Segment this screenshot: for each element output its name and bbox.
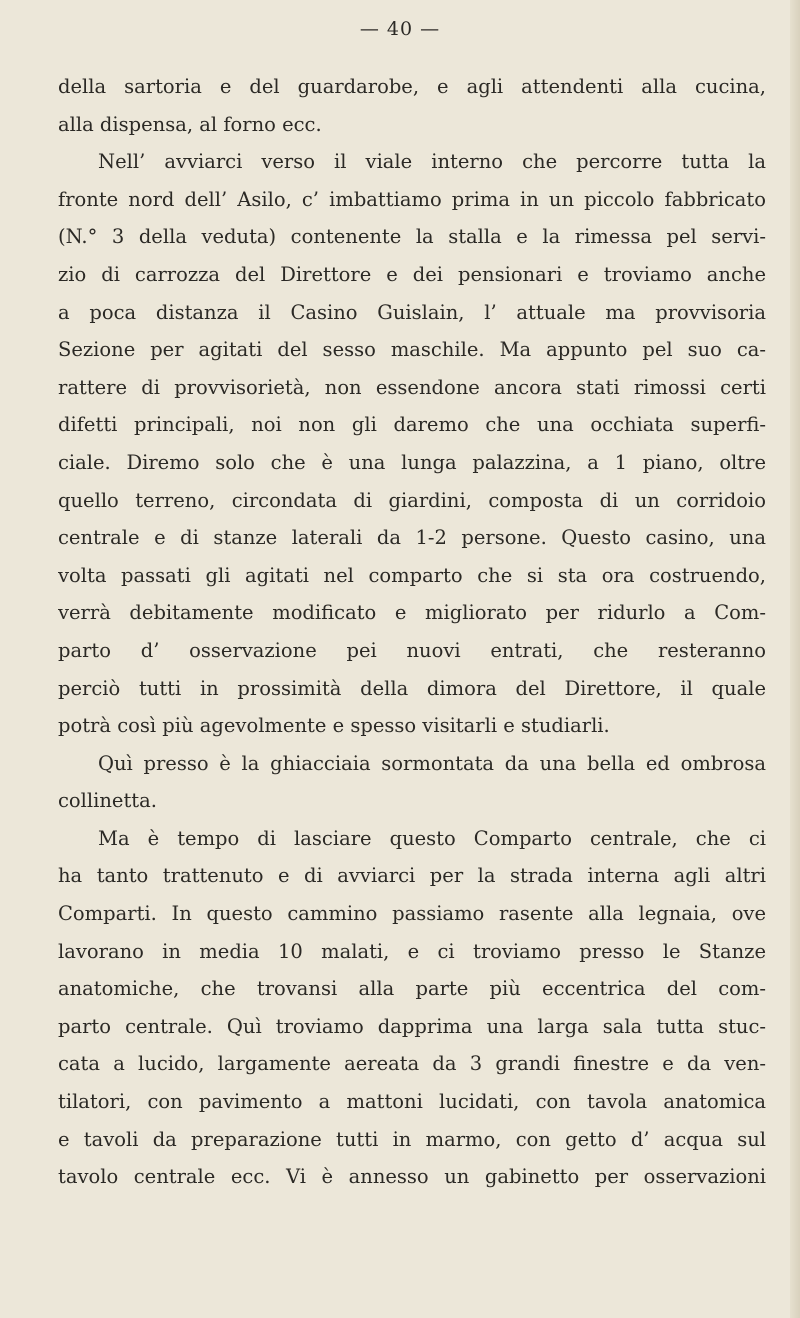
text-line: centrale e di stanze laterali da 1-2 persone. Questo casino, una bbox=[58, 526, 766, 550]
text-line: Nell’ avviarci verso il viale interno che percorre tutta la bbox=[98, 150, 766, 174]
text-line: verrà debitamente modificato e migliorato per ridurlo a Com- bbox=[58, 601, 766, 625]
text-line: (N.° 3 della veduta) contenente la stalla e la rimessa pel servi- bbox=[58, 225, 766, 249]
text-line: quello terreno, circondata di giardini, composta di un corridoio bbox=[58, 488, 766, 512]
page-number: — 40 — bbox=[359, 18, 441, 40]
page-edge bbox=[790, 0, 800, 1318]
text-line: Comparti. In questo cammino passiamo rasente alla legnaia, ove bbox=[58, 902, 766, 926]
text-line: anatomiche, che trovansi alla parte più eccentrica del com- bbox=[58, 977, 766, 1001]
text-line: ha tanto trattenuto e di avviarci per la strada interna agli altri bbox=[58, 864, 766, 888]
body-text bbox=[58, 68, 766, 1196]
text-line: Ma è tempo di lasciare questo Comparto centrale, che ci bbox=[98, 826, 766, 850]
text-line: difetti principali, noi non gli daremo che una occhiata superfi- bbox=[58, 413, 766, 437]
text-line: ciale. Diremo solo che è una lunga palazzina, a 1 piano, oltre bbox=[58, 450, 766, 474]
text-line: Sezione per agitati del sesso maschile. Ma appunto pel suo ca- bbox=[58, 338, 766, 362]
text-line: lavorano in media 10 malati, e ci troviamo presso le Stanze bbox=[58, 939, 766, 963]
text-line: e tavoli da preparazione tutti in marmo, con getto d’ acqua sul bbox=[58, 1127, 766, 1151]
text-line: fronte nord dell’ Asilo, c’ imbattiamo prima in un piccolo fabbricato bbox=[58, 187, 766, 211]
text-line: parto centrale. Quì troviamo dapprima una larga sala tutta stuc- bbox=[58, 1014, 766, 1038]
text-line: rattere di provvisorietà, non essendone ancora stati rimossi certi bbox=[58, 375, 766, 399]
text-line: potrà così più agevolmente e spesso visitarli e studiarli. bbox=[58, 714, 610, 738]
text-line: tilatori, con pavimento a mattoni lucidati, con tavola anatomica bbox=[58, 1090, 766, 1114]
text-line: collinetta. bbox=[58, 789, 157, 813]
text-line: volta passati gli agitati nel comparto che si sta ora costruendo, bbox=[58, 563, 766, 587]
text-line: alla dispensa, al forno ecc. bbox=[58, 112, 322, 136]
text-line: della sartoria e del guardarobe, e agli attendenti alla cucina, bbox=[58, 75, 766, 98]
text-line: tavolo centrale ecc. Vi è annesso un gabinetto per osservazioni bbox=[58, 1165, 766, 1189]
text-line: zio di carrozza del Direttore e dei pensionari e troviamo anche bbox=[58, 262, 766, 286]
text-line: perciò tutti in prossimità della dimora del Direttore, il quale bbox=[58, 676, 766, 700]
text-line: a poca distanza il Casino Guislain, l’ attuale ma provvisoria bbox=[58, 300, 766, 324]
text-line: Quì presso è la ghiacciaia sormontata da una bella ed ombrosa bbox=[98, 751, 766, 775]
text-line: cata a lucido, largamente aereata da 3 grandi finestre e da ven- bbox=[58, 1052, 766, 1076]
text-line: parto d’ osservazione pei nuovi entrati, che resteranno bbox=[58, 638, 766, 662]
